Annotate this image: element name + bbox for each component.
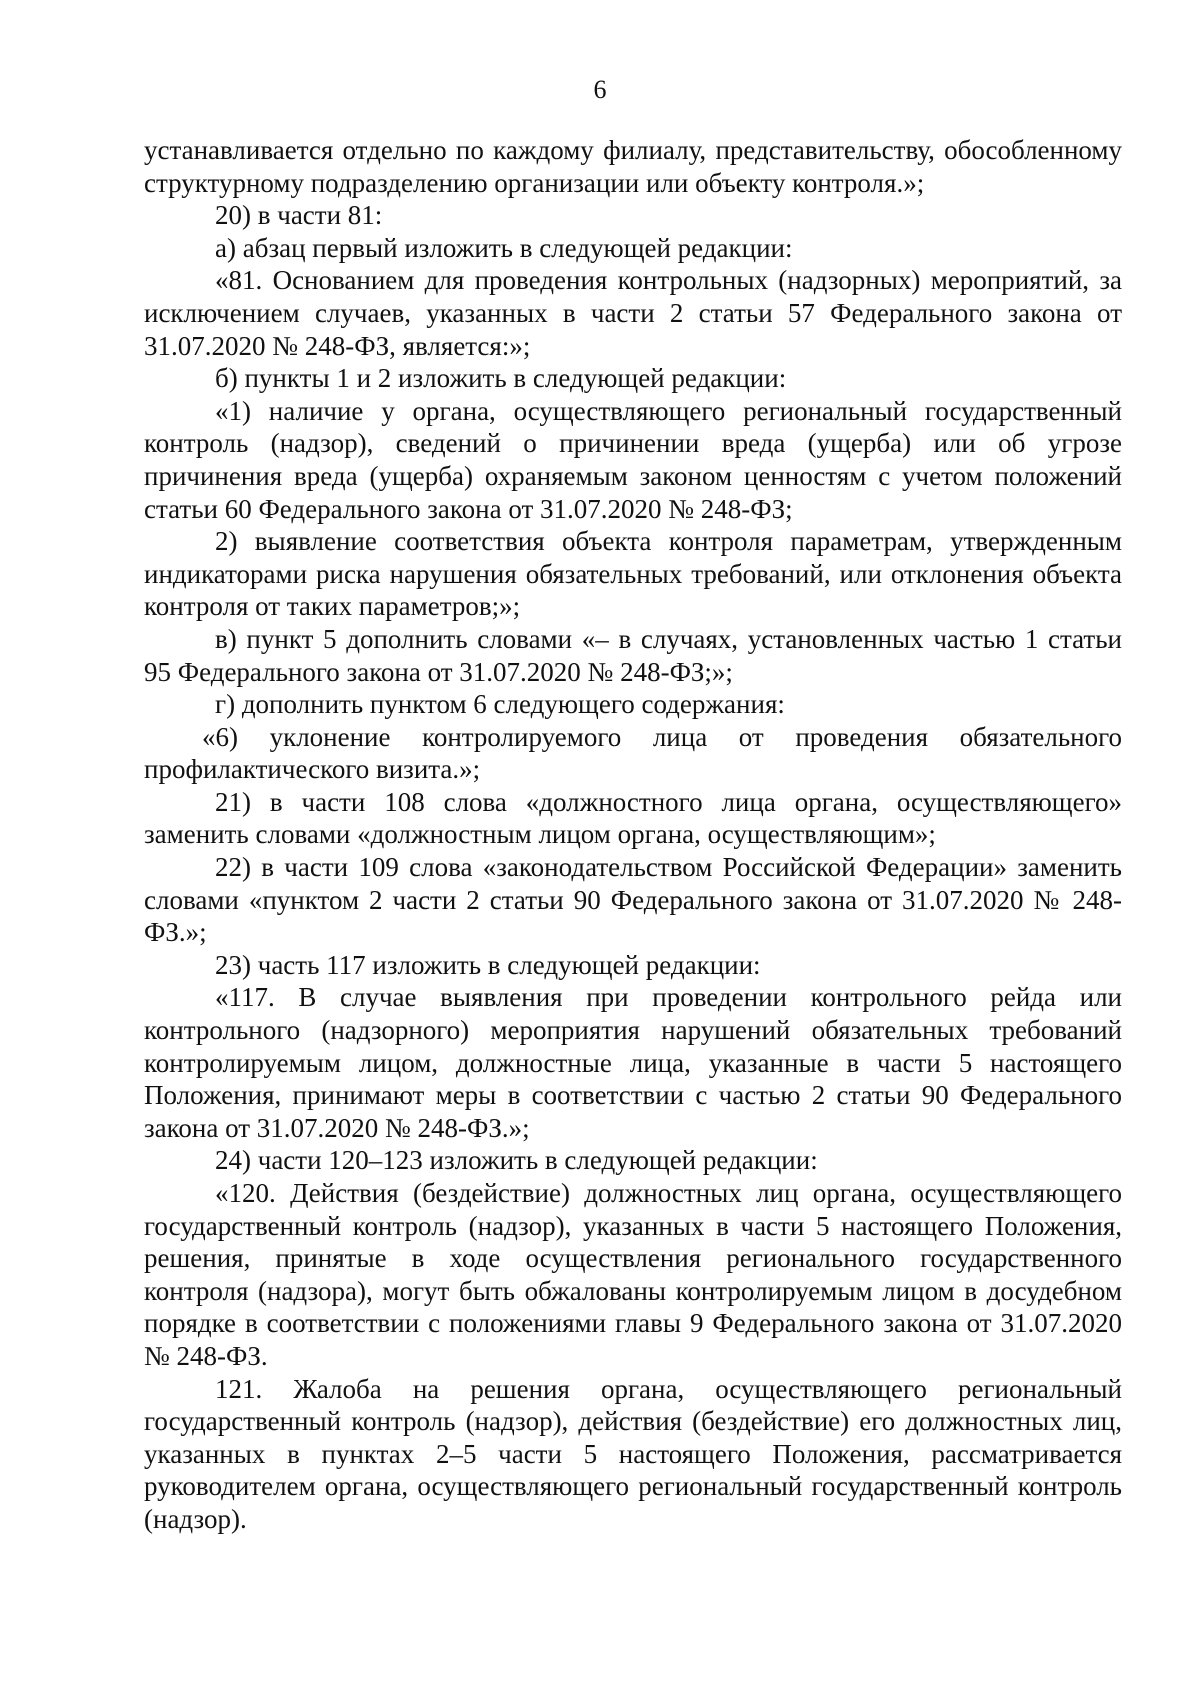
paragraph: 121. Жалоба на решения органа, осуществляющего региональный государственный контроль (надзор), действия (бездействие) его должностных лиц, указанных в пунктах 2–5 части 5 настоящего Положения, рассматривается руководителем органа, осуществляющего региональный государственный контроль (надзор). xyxy=(144,1373,1122,1534)
paragraph: 20) в части 81: xyxy=(215,200,383,231)
paragraph: «120. Действия (бездействие) должностных лиц органа, осуществляющего государственный контроль (надзор), указанных в части 5 настоящего Положения, решения, принятые в ходе осуществления регионального государственного контроля (надзора), могут быть обжалованы контролируемым лицом в досудебном порядке в соответствии с положениями главы 9 Федерального закона от 31.07.2020 № 248-ФЗ. xyxy=(144,1178,1122,1371)
paragraph: 24) части 120–123 изложить в следующей редакции: xyxy=(215,1145,818,1176)
paragraph: «81. Основанием для проведения контрольных (надзорных) мероприятий, за исключением случаев, указанных в части 2 статьи 57 Федерального закона от 31.07.2020 № 248-ФЗ, является:»; xyxy=(144,265,1122,361)
paragraph: «117. В случае выявления при проведении контрольного рейда или контрольного (надзорного) мероприятия нарушений обязательных требований контролируемым лицом, должностные лица, указанные в части 5 настоящего Положения, принимают меры в соответствии с частью 2 статьи 90 Федерального закона от 31.07.2020 № 248-ФЗ.»; xyxy=(144,982,1122,1143)
paragraph: 23) часть 117 изложить в следующей редакции: xyxy=(215,949,761,980)
paragraph: устанавливается отдельно по каждому филиалу, представительству, обособленному структурному подразделению организации или объекту контроля.»; xyxy=(144,135,1122,198)
paragraph: а) абзац первый изложить в следующей редакции: xyxy=(215,232,793,263)
paragraph: б) пункты 1 и 2 изложить в следующей редакции: xyxy=(215,363,787,394)
page-number: 6 xyxy=(593,75,607,104)
paragraph: «1) наличие у органа, осуществляющего региональный государственный контроль (надзор), сведений о причинении вреда (ущерба) или об угрозе причинения вреда (ущерба) охраняемым законом ценностям с учетом положений статьи 60 Федерального закона от 31.07.2020 № 248-ФЗ; xyxy=(144,395,1122,524)
paragraph: «6) уклонение контролируемого лица от проведения обязательного профилактического визита.»; xyxy=(144,721,1122,785)
document-body xyxy=(144,134,1122,1536)
paragraph: в) пункт 5 дополнить словами «– в случаях, установленных частью 1 статьи 95 Федерального закона от 31.07.2020 № 248-ФЗ;»; xyxy=(144,623,1122,687)
paragraph: г) дополнить пунктом 6 следующего содержания: xyxy=(215,689,785,720)
paragraph: 21) в части 108 слова «должностного лица органа, осуществляющего» заменить словами «должностным лицом органа, осуществляющим»; xyxy=(144,786,1122,850)
paragraph: 2) выявление соответствия объекта контроля параметрам, утвержденным индикаторами риска нарушения обязательных требований, или отклонения объекта контроля от таких параметров;»; xyxy=(144,526,1122,622)
paragraph: 22) в части 109 слова «законодательством Российской Федерации» заменить словами «пунктом 2 части 2 статьи 90 Федерального закона от 31.07.2020 № 248-ФЗ.»; xyxy=(144,852,1122,948)
